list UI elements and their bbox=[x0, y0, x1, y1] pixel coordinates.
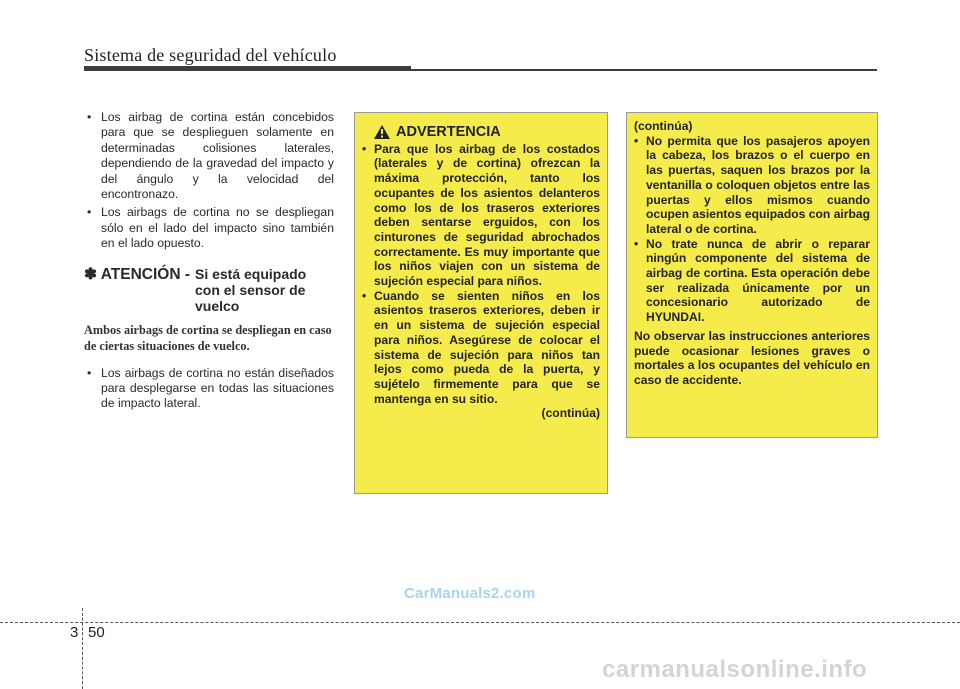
bullet-dot-icon: • bbox=[87, 205, 92, 220]
warning-title: ADVERTENCIA bbox=[396, 124, 501, 140]
bullet-dot-icon: • bbox=[87, 110, 92, 124]
continued-label: (continúa) bbox=[541, 406, 600, 421]
attention-subtitle: Si está equipado con el sensor de vuelco bbox=[194, 265, 307, 314]
page-header-title: Sistema de seguridad del vehículo bbox=[84, 45, 337, 65]
watermark-center: CarManuals2.com bbox=[404, 585, 536, 602]
footer-dashed-divider bbox=[82, 608, 83, 689]
bullet-dot-icon: • bbox=[634, 236, 639, 251]
page-number: 50 bbox=[88, 624, 105, 641]
list-item: • Para que los airbag de los costados (laterales y de cortina) ofrezcan la máxima protección, tanto los ocupantes de los asientos delanteros como los de los traseros exteriores deben sentarse erguidos, con los cinturones de seguridad abrochados correctamente. Es muy importante que los niños viajen con un sistema de sujeción especial para niños. bbox=[362, 141, 600, 289]
list-item: • No trate nunca de abrir o reparar ningún componente del sistema de airbag de cortina. Esta operación debe ser realizada únicamente por un concesionario autorizado de HYUNDAI. bbox=[634, 236, 870, 325]
list-item: • Los airbag de cortina están concebidos para que se desplieguen solamente en determinadas colisiones laterales, dependiendo de la gravedad del impacto y del ángulo y la velocidad del encontronazo. bbox=[84, 110, 334, 202]
list-item: • Los airbags de cortina no se despliegan sólo en el lado del impacto sino también en el lado opuesto. bbox=[84, 205, 334, 251]
header-bar bbox=[84, 66, 411, 71]
bullet-dot-icon: • bbox=[87, 365, 92, 380]
attention-heading bbox=[84, 266, 334, 314]
bullet-dot-icon: • bbox=[362, 288, 367, 303]
bullet-dot-icon: • bbox=[634, 133, 639, 148]
list-item: • Cuando se sienten niños en los asientos traseros exteriores, deben ir en un sistema de sujeción especial para niños. Asegúrese de colocar el sistema de sujeción para niños tan lejos como pueda de la puerta, y sujételo firmemente para que se mantenga en su sitio. bbox=[362, 288, 600, 406]
header-rule bbox=[411, 69, 877, 71]
warning-box-2 bbox=[626, 112, 878, 438]
list-item: • No permita que los pasajeros apoyen la cabeza, los brazos o el cuerpo en las puertas, saquen los brazos por la ventanilla o coloquen objetos entre las puertas y ellos mismos cuando ocupen asientos equipados con airbag lateral o de cortina. bbox=[634, 133, 870, 236]
warning-box-1 bbox=[354, 112, 608, 494]
warning-triangle-icon bbox=[374, 125, 390, 139]
list-item: • Los airbags de cortina no están diseñados para desplegarse en todas las situaciones de impacto lateral. bbox=[84, 366, 334, 412]
warning-heading bbox=[362, 125, 600, 140]
bullet-dot-icon: • bbox=[362, 141, 367, 156]
continued-label: (continúa) bbox=[634, 119, 693, 133]
watermark-corner: carmanualsonline.info bbox=[602, 656, 868, 683]
footer-dashed-rule bbox=[0, 622, 960, 623]
warning-paragraph: No observar las instrucciones anteriores puede ocasionar lesiones graves o mortales a los ocupantes del vehículo en caso de accidente. bbox=[634, 328, 870, 387]
attention-label: ✽ ATENCIÓN - bbox=[84, 265, 190, 283]
attention-paragraph: Ambos airbags de cortina se despliegan en caso de ciertas situaciones de vuelco. bbox=[84, 322, 332, 353]
left-column bbox=[84, 110, 334, 415]
section-number: 3 bbox=[70, 624, 79, 641]
